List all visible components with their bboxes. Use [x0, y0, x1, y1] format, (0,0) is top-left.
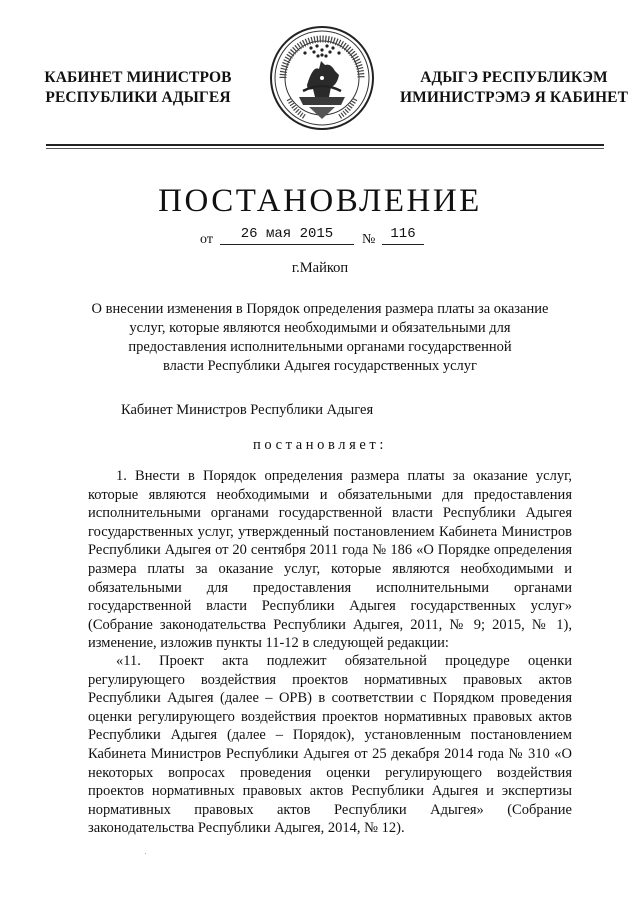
resolves-statement: постановляет: — [253, 437, 387, 453]
header-right-line2: ИМИНИСТРЭМЭ Я КАБИНЕТ — [399, 89, 629, 106]
coat-of-arms-emblem — [269, 25, 375, 131]
header-left-org — [0, 68, 276, 108]
header-right-line1: АДЫГЭ РЕСПУБЛИКЭМ — [420, 69, 608, 86]
header-right-org — [388, 68, 640, 108]
emblem-graphic — [269, 25, 375, 131]
number-value: 116 — [382, 226, 424, 245]
document-title: ПОСТАНОВЛЕНИЕ — [158, 183, 482, 219]
paragraph-2: «11. Проект акта подлежит обязательной процедуре оценки регулирующего воздействия проектов нормативных правовых актов Республики Адыгея (далее – ОРВ) в соответствии с Порядком проведения оценки регулирующего воздействия проектов нормативных правовых актов Республики Адыгея (далее – Порядок), установленным постановлением Кабинета Министров Республики Адыгея от 25 декабря 2014 года № 310 «О некоторых вопросах проведения оценки регулирующего воздействия проектов нормативных правовых актов Республики Адыгея и экспертизы нормативных правовых актов Республики Адыгея» (Собрание законодательства Республики Адыгея, 2014, № 12). — [88, 653, 572, 837]
issuer: Кабинет Министров Республики Адыгея — [121, 402, 374, 418]
date-value: 26 мая 2015 — [220, 226, 354, 245]
subject-line: услуг, которые являются необходимыми и обязательными для — [129, 320, 511, 336]
scan-speck — [145, 853, 146, 854]
paragraph-1: 1. Внести в Порядок определения размера платы за оказание услуг, которые являются необходимыми и обязательными для предоставления исполнительными органами государственной власти Республики Адыгея государственных услуг, утвержденный постановлением Кабинета Министров Республики Адыгея от 20 сентября 2011 года № 186 «О Порядке определения размера платы за оказание услуг, которые являются необходимыми и обязательными для предоставления исполнительными органами государственной власти Республики Адыгея государственных услуг» (Собрание законодательства Республики Адыгея, 2011, № 9; 2015, № 1), изменение, изложив пункты 11-12 в следующей редакции: — [88, 468, 572, 652]
date-label: от — [200, 232, 213, 247]
city: г.Майкоп — [291, 260, 349, 276]
subject-line: власти Республики Адыгея государственных услуг — [163, 358, 477, 374]
header-divider — [46, 144, 604, 146]
subject-line: предоставления исполнительными органами государственной — [128, 339, 512, 355]
header-divider-thin — [46, 148, 604, 149]
header-left-line1: КАБИНЕТ МИНИСТРОВ — [44, 69, 232, 86]
number-label: № — [362, 232, 376, 247]
document-subject — [80, 300, 560, 376]
header-left-line2: РЕСПУБЛИКИ АДЫГЕЯ — [45, 89, 231, 106]
subject-line: О внесении изменения в Порядок определения размера платы за оказание — [91, 301, 549, 317]
